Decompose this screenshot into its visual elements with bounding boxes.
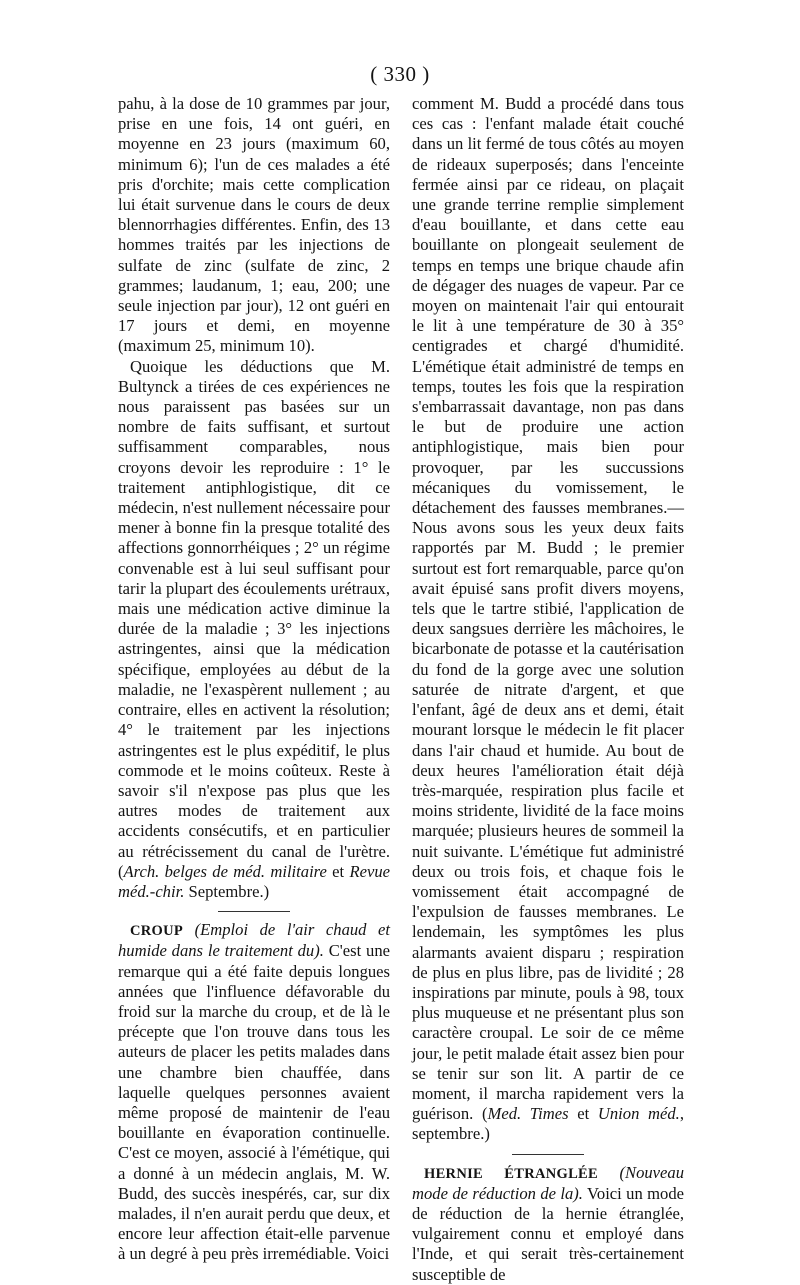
citation-connector: et xyxy=(568,1104,598,1124)
article-body: Voici un mode de réduction de la hernie étranglée, vulgairement connu et employé dans l'Inde, et qui serait très-certainement susceptible de xyxy=(412,1183,684,1284)
citation-date: Septembre.) xyxy=(184,881,270,901)
citation-date: , septembre.) xyxy=(412,1104,684,1144)
page-number: ( 330 ) xyxy=(370,62,430,86)
paragraph-bultynck-deductions xyxy=(118,357,390,902)
paragraph-text: Quoique les déductions que M. Bultynck a tirées de ces expériences ne nous paraissent pas basées sur un nombre de faits suffisant, et surtout suffisamment comparables, nous croyons devoir les reproduire : 1° le traitement antiphlogistique, dit ce médecin, n'est nullement nécessaire pour mener à bonne fin la presque totalité des affections gonnorrhéiques ; 2° un régime convenable est à lui seul suffisant pour tarir la plupart des écoulements urétraux, mais une médication active diminue la durée de la maladie ; 3° les injections astringentes, ainsi que la médication spécifique, employées au début de la maladie, ne l'exaspèrent nullement ; au contraire, elles en activent la résolution; 4° le traitement par les injections astringentes est le plus expéditif, le plus commode et le moins coûteux. Reste à savoir s'il n'expose pas plus que les autres modes de traitement aux accidents consécutifs, et en particulier au rétrécissement du canal de l'urètre. ( xyxy=(118,356,390,881)
section-divider xyxy=(218,911,290,912)
article-body: C'est une remarque qui a été faite depuis longues années que l'influence défavorable du froid sur la marche du croup, et de là le précepte que l'on trouve dans tous les auteurs de placer les petits malades dans une chambre bien chauffée, dans laquelle quelques personnes avaient même proposé de maintenir de l'eau bouillante en évaporation continuelle. C'est ce moyen, associé à l'émétique, qui a donné à un médecin anglais, M. W. Budd, des succès inespérés, car, sur dix malades, il n'en aurait perdu que deux, et encore leur affection était-elle parvenue à un degré à peu près irremédiable. Voici xyxy=(118,941,391,1264)
article-hernie xyxy=(412,1163,684,1285)
article-title: HERNIE ÉTRANGLÉE xyxy=(424,1165,599,1182)
source-citation: Revue méd.-chir. xyxy=(118,861,390,901)
article-subtitle: (Emploi de l'air chaud et humide dans le traitement du). xyxy=(118,920,390,961)
section-divider xyxy=(512,1154,584,1155)
paragraph-budd-method xyxy=(412,94,684,1145)
article-croup xyxy=(118,920,390,1264)
source-citation: Arch. belges de méd. militaire xyxy=(123,861,327,881)
paragraph-copahu-results: pahu, à la dose de 10 grammes par jour, prise en une fois, 14 ont guéri, en moyenne en 23 jours (maximum 60, minimum 6); l'un de ces malades a été pris d'orchite; mais cette complication lui était survenue dans le cours de deux blennorrhagies différentes. Enfin, des 13 hommes traités par les injections de sulfate de zinc (sulfate de zinc, 2 grammes; laudanum, 1; eau, 200; une seule injection par jour), 12 ont guéri en 17 jours et demi, en moyenne (maximum 25, minimum 10). xyxy=(118,94,390,356)
source-citation: Med. Times xyxy=(487,1104,569,1124)
paragraph-text: comment M. Budd a procédé dans tous ces cas : l'enfant malade était couché dans un lit fermé de tous côtés au moyen de rideaux superposés; dans l'enceinte fermée ainsi par ce rideau, on plaçait une grande terrine remplie simplement d'eau bouillante, et dans cette eau bouillante on plongeait seulement de temps en temps une brique chaude afin de dégager des nuages de vapeur. Par ce moyen on maintenait l'air qui entourait le lit à une température de 30 à 35° centigrades et chargé d'humidité. L'émétique était administré de temps en temps, toutes les fois que la respiration s'embarrassait davantage, non pas dans le but de produire une action antiphlogistique, mais bien pour provoquer, par les succussions mécaniques du vomissement, le détachement des fausses membranes.—Nous avons sous les yeux deux faits rapportés par M. Budd ; le premier surtout est fort remarquable, parce qu'on avait épuisé sans profit divers moyens, tels que le tartre stibié, l'application de deux sangsues derrière les mâchoires, le bicarbonate de potasse et la cautérisation du fond de la gorge avec une solution saturée de nitrate d'argent, et que l'enfant, âgé de deux ans et demi, était mourant lorsque le médecin le fit placer dans l'air chaud et humide. Au bout de deux heures l'amélioration était déjà très-marquée, respiration plus facile et moins stridente, lividité de la face moins marquée; plusieurs heures de sommeil la nuit suivante. L'émétique fut administré deux ou trois fois, et chaque fois le vomissement était accompagné de l'expulsion de fausses membranes. Le lendemain, les symptômes les plus alarmants avaient disparu ; respiration de plus en plus libre, pas de lividité ; 28 inspirations par minute, pouls à 98, toux plus muqueuse et ne présentant plus son caractère croupal. Le soir de ce même jour, le petit malade était assez bien pour se tenir sur son lit. A partir de ce moment, il marcha rapidement vers la guérison. ( xyxy=(412,94,684,1124)
left-column xyxy=(118,94,390,1265)
right-column xyxy=(412,94,684,1285)
source-citation: Union méd. xyxy=(597,1104,680,1124)
citation-connector: et xyxy=(326,861,350,881)
article-title: CROUP xyxy=(130,923,184,940)
article-subtitle: (Nouveau mode de réduction de la). xyxy=(412,1162,684,1203)
